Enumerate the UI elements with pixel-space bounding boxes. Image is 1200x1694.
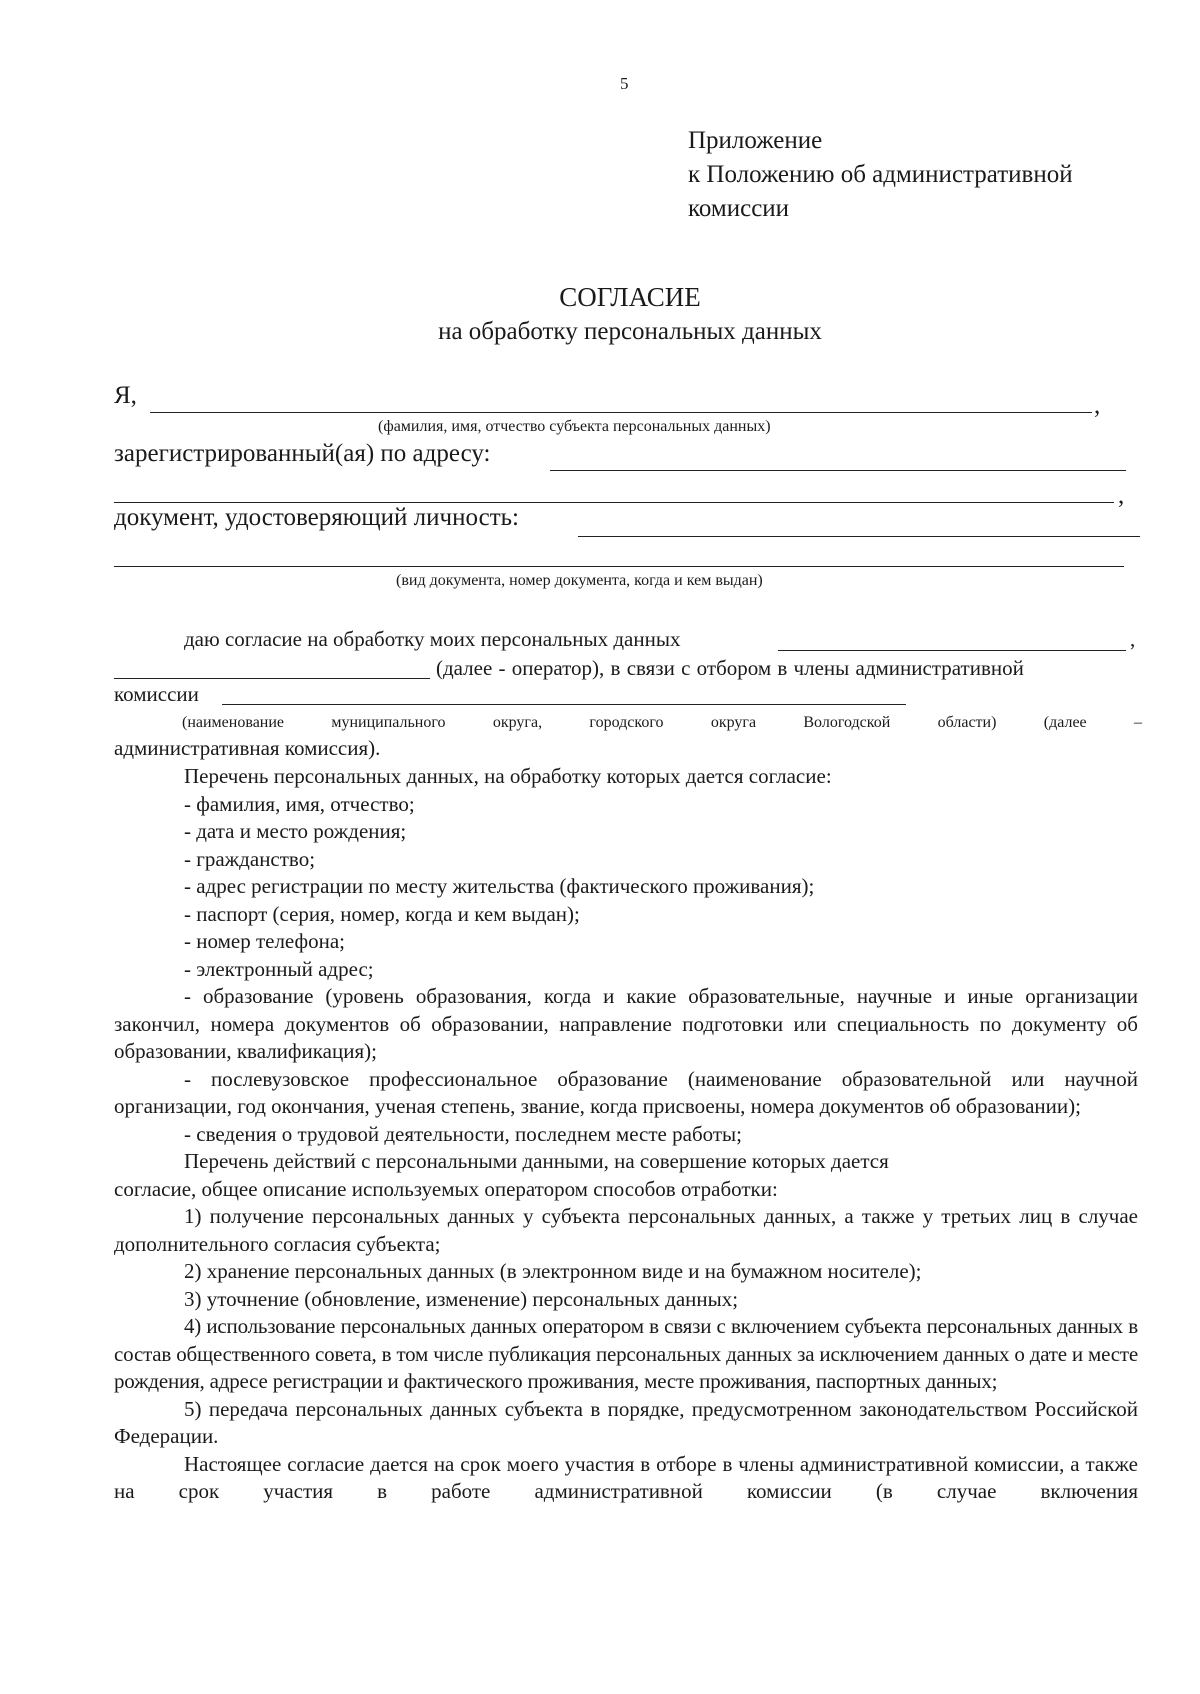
action-item: 2) хранение персональных данных (в электронном виде и на бумажном носителе); bbox=[184, 1259, 922, 1283]
document-subtitle: на обработку персональных данных bbox=[438, 318, 822, 345]
action-item: 4) использование персональных данных оператором в связи с включением субъекта персональных данных в состав общественного совета, в том числе публикация персональных данных за исключением данных о дате и месте рождения, адресе регистрации и фактического проживания, месте проживания, паспортных данных; bbox=[114, 1314, 1138, 1393]
consent-line-2: (далее - оператор), в связи с отбором в члены административной bbox=[436, 656, 1024, 680]
data-item: - фамилия, имя, отчество; bbox=[184, 791, 415, 816]
document-field-line-2[interactable] bbox=[114, 566, 1124, 567]
data-item: - дата и место рождения; bbox=[184, 819, 407, 843]
data-item: - гражданство; bbox=[184, 846, 316, 871]
education-item: - образование (уровень образования, когда и какие образовательные, научные и иные организации закончил, номера документов об образовании, направление подготовки или специальность по документу об образовании, квалификация); bbox=[114, 984, 1138, 1063]
document-label: документ, удостоверяющий личность: bbox=[114, 504, 519, 531]
consent-line-1: даю согласие на обработку моих персональных данных bbox=[184, 627, 681, 651]
action-item: 5) передача персональных данных субъекта в порядке, предусмотренном законодательством Российской Федерации. bbox=[114, 1396, 1138, 1448]
document-caption: (вид документа, номер документа, когда и кем выдан) bbox=[396, 572, 763, 589]
document-title: СОГЛАСИЕ bbox=[559, 282, 701, 312]
actions-intro-2: согласие, общее описание используемых оператором способов отработки: bbox=[114, 1176, 778, 1201]
list-intro: Перечень персональных данных, на обработку которых дается согласие: bbox=[184, 764, 832, 788]
consent-field-line-1[interactable] bbox=[778, 650, 1126, 651]
postgrad-item: - послевузовское профессиональное образование (наименование образовательной или научной организации, год окончания, ученая степень, звание, когда присвоены, номера документов об образовании); bbox=[114, 1066, 1138, 1118]
appendix-line-1: Приложение bbox=[688, 127, 823, 154]
final-paragraph: Настоящее согласие дается на срок моего участия в отборе в члены административной комиссии, а также на срок участия в работе административной комиссии (в случае включения bbox=[114, 1451, 1138, 1503]
comma-2: , bbox=[1118, 482, 1125, 509]
work-item: - сведения о трудовой деятельности, последнем месте работы; bbox=[184, 1121, 742, 1146]
address-field-line-2[interactable] bbox=[114, 502, 1114, 503]
appendix-line-2: к Положению об административной bbox=[688, 161, 1073, 188]
consent-line-3: комиссии bbox=[114, 682, 199, 706]
actions-intro-1: Перечень действий с персональными данными, на совершение которых дается bbox=[184, 1149, 889, 1173]
appendix-line-3: комиссии bbox=[688, 195, 790, 222]
data-item: - электронный адрес; bbox=[184, 956, 374, 981]
org-caption: (наименование муниципального округа, городского округа Вологодской области) (далее – bbox=[182, 714, 1142, 731]
comma-3: , bbox=[1130, 627, 1136, 651]
ya-label: Я, bbox=[114, 382, 137, 409]
commission-field-line[interactable] bbox=[222, 704, 906, 705]
address-field-line-1[interactable] bbox=[550, 470, 1126, 471]
consent-line-4: административная комиссия). bbox=[114, 736, 381, 760]
action-item: 1) получение персональных данных у субъекта персональных данных, а также у третьих лиц в случае дополнительного согласия субъекта; bbox=[114, 1204, 1138, 1256]
data-item: - паспорт (серия, номер, когда и кем выдан); bbox=[184, 901, 580, 926]
address-label: зарегистрированный(ая) по адресу: bbox=[114, 440, 491, 467]
document-field-line-1[interactable] bbox=[578, 536, 1140, 537]
name-field-line[interactable] bbox=[150, 412, 1092, 413]
document-body bbox=[114, 763, 1138, 1506]
data-item: - номер телефона; bbox=[184, 929, 345, 953]
action-item: 3) уточнение (обновление, изменение) персональных данных; bbox=[184, 1286, 739, 1311]
name-caption: (фамилия, имя, отчество субъекта персональных данных) bbox=[378, 418, 771, 435]
operator-field-line[interactable] bbox=[114, 678, 430, 679]
comma-1: , bbox=[1094, 392, 1101, 419]
page-number: 5 bbox=[620, 74, 629, 93]
appendix-header bbox=[688, 124, 1073, 226]
data-item: - адрес регистрации по месту жительства (фактического проживания); bbox=[184, 874, 815, 898]
